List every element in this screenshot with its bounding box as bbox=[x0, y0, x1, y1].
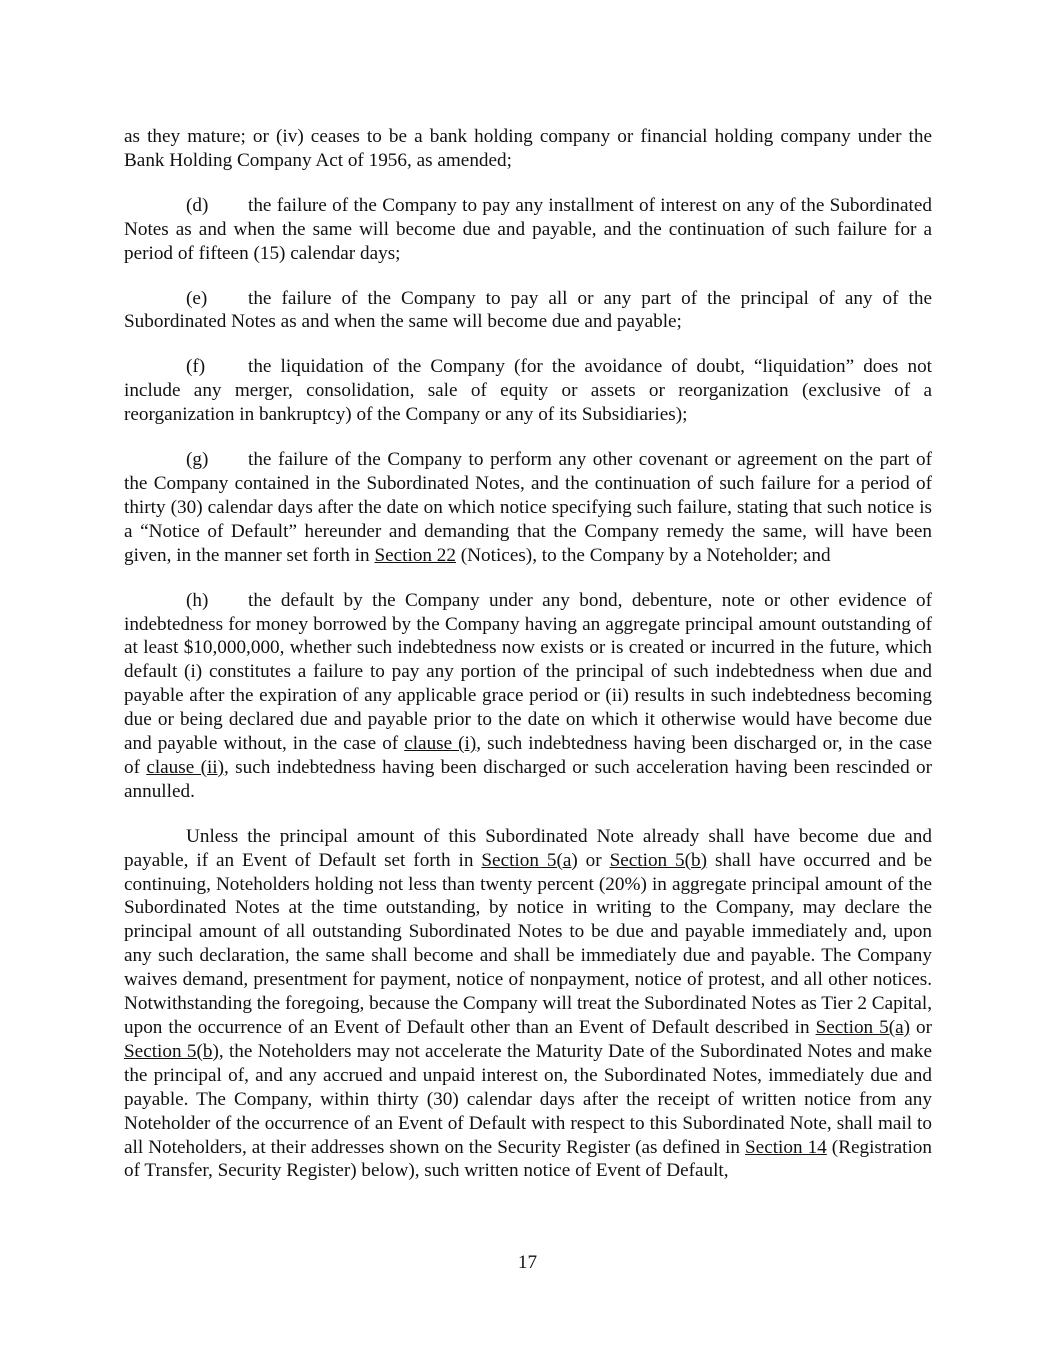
clause-reference: clause (ii) bbox=[146, 756, 225, 778]
paragraph-text: , the Noteholders may not accelerate the Maturity Date of the Subordinated Notes and make the principal of, and any accrued and unpaid interest on, the Subordinated Notes, immediately due and payable. The Company, within thirty (30) calendar days after the receipt of written notice from any Noteholder of the occurrence of an Event of Default with respect to this Subordinated Note, shall mail to all Noteholders, at their addresses shown on the Security Register (as defined in bbox=[124, 1040, 932, 1158]
paragraph-d bbox=[124, 194, 932, 266]
paragraph-text: , such indebtedness having been discharged or such acceleration having been rescinded or annulled. bbox=[124, 756, 932, 802]
clause-label: (h) bbox=[186, 589, 209, 611]
paragraph-text: as they mature; or (iv) ceases to be a bank holding company or financial holding company under the Bank Holding Company Act of 1956, as amended; bbox=[124, 126, 932, 171]
paragraph-text: Unless the principal amount of this Subordinated Note already shall have become due and payable, if an Event of Default set forth in bbox=[124, 825, 932, 871]
section-reference: Section 14 bbox=[745, 1136, 827, 1158]
paragraph-text: , such indebtedness having been discharged or, in the case of bbox=[124, 733, 932, 778]
clause-label: (f) bbox=[186, 356, 206, 378]
paragraph-text: (Registration of Transfer, Security Register) below), such written notice of Event of Default, bbox=[124, 1136, 932, 1182]
paragraph-text: shall have occurred and be continuing, Noteholders holding not less than twenty percent (20%) in aggregate principal amount of the Subordinated Notes at the time outstanding, by notice in writing to the Company, may declare the principal amount of all outstanding Subordinated Notes to be due and payable immediately and, upon any such declaration, the same shall become and shall be immediately due and payable. The Company waives demand, presentment for payment, notice of nonpayment, notice of protest, and all other notices. Notwithstanding the foregoing, because the Company will treat the Subordinated Notes as Tier 2 Capital, upon the occurrence of an Event of Default other than an Event of Default described in bbox=[124, 849, 933, 1038]
section-reference: Section 5(a) bbox=[481, 849, 578, 871]
section-reference: Section 5(b) bbox=[609, 849, 708, 871]
paragraph-unless bbox=[124, 825, 932, 1184]
page-number: 17 bbox=[517, 1252, 538, 1273]
paragraph-g bbox=[124, 448, 932, 568]
paragraph-text: the failure of the Company to perform any other covenant or agreement on the part of the Company contained in the Subordinated Notes, and the continuation of such failure for a period of thirty (30) calendar days after the date on which notice specifying such failure, stating that such notice is a “Notice of Default” hereunder and demanding that the Company remedy the same, will have been given, in the manner set forth in bbox=[124, 449, 932, 566]
paragraph-text: the liquidation of the Company (for the avoidance of doubt, “liquidation” does not include any merger, consolidation, sale of equity or assets or reorganization (exclusive of a reorganization in bankruptcy) of the Company or any of its Subsidiaries); bbox=[124, 356, 932, 426]
clause-label: (g) bbox=[186, 449, 209, 471]
paragraph-text: the default by the Company under any bond, debenture, note or other evidence of indebtedness for money borrowed by the Company having an aggregate principal amount outstanding of at least $10,000,000, whether such indebtedness now exists or is created or incurred in the future, which default (i) constitutes a failure to pay any portion of the principal of such indebtedness when due and payable after the expiration of any applicable grace period or (ii) results in such indebtedness becoming due or being declared due and payable prior to the date on which it otherwise would have become due and payable without, in the case of bbox=[124, 589, 932, 755]
paragraph-text: the failure of the Company to pay all or any part of the principal of any of the Subordinated Notes as and when the same will become due and payable; bbox=[124, 287, 932, 333]
paragraph-f bbox=[124, 355, 932, 427]
clause-label: (e) bbox=[186, 287, 208, 309]
clause-reference: clause (i) bbox=[404, 733, 477, 755]
paragraph-text: or bbox=[577, 849, 610, 871]
section-reference: Section 5(a) bbox=[815, 1017, 911, 1038]
section-reference: Section 22 bbox=[374, 544, 456, 566]
paragraph-text: (Notices), to the Company by a Noteholder; and bbox=[456, 544, 831, 566]
paragraph-text: or bbox=[910, 1017, 933, 1038]
clause-label: (d) bbox=[186, 194, 209, 216]
paragraph-continuation bbox=[124, 125, 932, 173]
paragraph-h bbox=[124, 589, 932, 804]
paragraph-text: the failure of the Company to pay any installment of interest on any of the Subordinated Notes as and when the same will become due and payable, and the continuation of such failure for a period of fifteen (15) calendar days; bbox=[124, 194, 932, 264]
paragraph-e bbox=[124, 287, 932, 335]
document-body bbox=[124, 125, 932, 1204]
section-reference: Section 5(b) bbox=[124, 1040, 219, 1062]
